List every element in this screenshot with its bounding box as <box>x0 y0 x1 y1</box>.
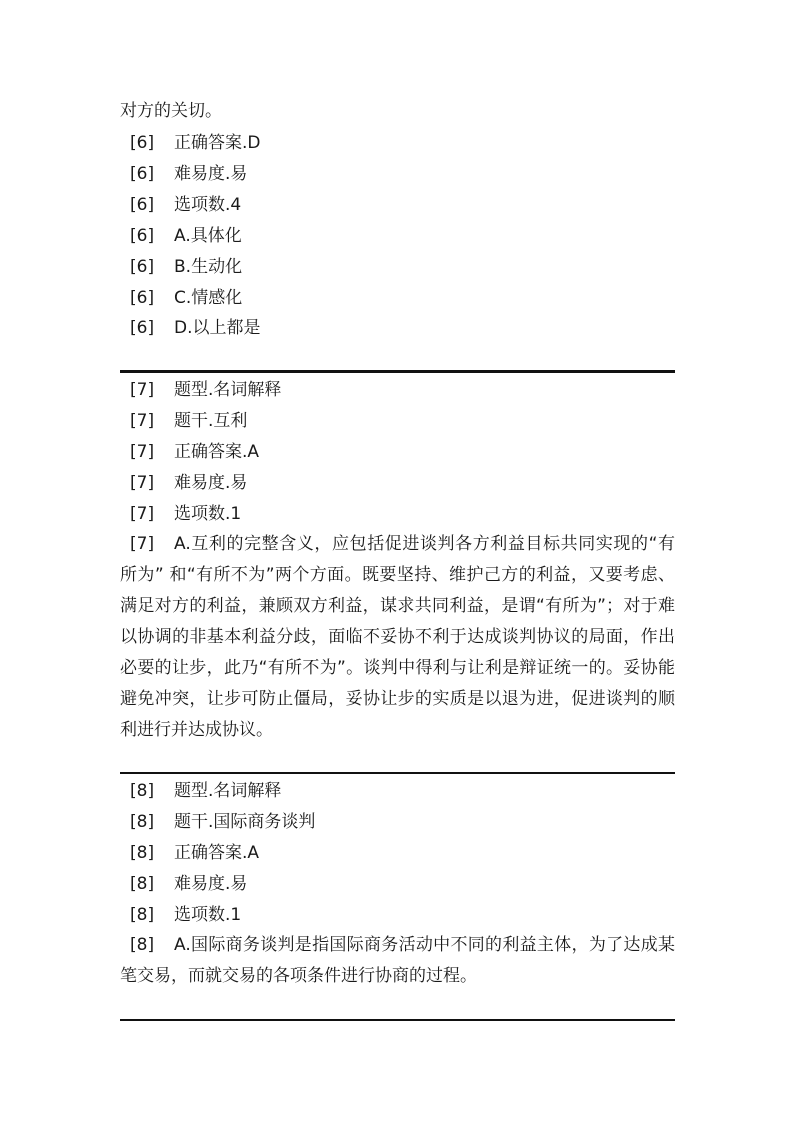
separator-rule <box>120 1019 675 1021</box>
q7-option-count: 选项数.1 <box>174 504 242 524</box>
q7-tag: [7] <box>130 411 155 431</box>
q7-tag: [7] <box>130 534 155 554</box>
separator-rule <box>120 370 675 373</box>
q6-line-difficulty <box>130 164 247 184</box>
q6-line-option-d <box>130 318 261 338</box>
q6-line-option-b <box>130 257 242 277</box>
q8-line-option-count <box>130 905 241 925</box>
q7-tag: [7] <box>130 473 155 493</box>
q8-stem: 题干.国际商务谈判 <box>174 812 316 832</box>
separator-rule <box>120 772 675 774</box>
q6-tag: [6] <box>130 257 155 277</box>
q7-explanation <box>120 529 675 746</box>
q8-answer: 正确答案.A <box>174 843 260 863</box>
q6-tag: [6] <box>130 288 155 308</box>
q8-difficulty: 难易度.易 <box>174 874 248 894</box>
q8-tag: [8] <box>130 905 155 925</box>
q6-option-d: D.以上都是 <box>174 318 261 338</box>
q8-option-count: 选项数.1 <box>174 905 242 925</box>
q6-option-c: C.情感化 <box>174 288 243 308</box>
q7-answer: 正确答案.A <box>174 442 260 462</box>
q7-type: 题型.名词解释 <box>174 380 282 400</box>
q8-line-difficulty <box>130 874 247 894</box>
q6-option-a: A.具体化 <box>174 226 242 246</box>
q6-tag: [6] <box>130 164 155 184</box>
q7-tag: [7] <box>130 442 155 462</box>
q6-option-b: B.生动化 <box>174 257 243 277</box>
q8-explanation-text: A.国际商务谈判是指国际商务活动中不同的利益主体，为了达成某笔交易，而就交易的各项条件进行协商的过程。 <box>120 935 675 986</box>
q8-tag: [8] <box>130 874 155 894</box>
q8-line-stem <box>130 812 315 832</box>
q7-line-option-count <box>130 504 241 524</box>
q7-difficulty: 难易度.易 <box>174 473 248 493</box>
q6-line-option-a <box>130 226 242 246</box>
q6-tag: [6] <box>130 226 155 246</box>
q8-explanation <box>120 930 675 992</box>
q8-tag: [8] <box>130 935 155 955</box>
q6-difficulty: 难易度.易 <box>174 164 248 184</box>
q8-type: 题型.名词解释 <box>174 781 282 801</box>
q8-tag: [8] <box>130 843 155 863</box>
q7-explanation-text: A.互利的完整含义，应包括促进谈判各方利益目标共同实现的“有所为” 和“有所不为”两个方面。既要坚持、维护己方的利益，又要考虑、满足对方的利益，兼顾双方利益，谋求共同利益，是谓“有所为”；对于难以协调的非基本利益分歧，面临不妥协不利于达成谈判协议的局面，作出必要的让步，此乃“有所不为”。谈判中得利与让利是辩证统一的。妥协能避免冲突，让步可防止僵局，妥协让步的实质是以退为进，促进谈判的顺利进行并达成协议。 <box>120 534 675 740</box>
q6-answer: 正确答案.D <box>174 133 261 153</box>
q6-line-option-c <box>130 288 242 308</box>
q8-line-type <box>130 781 281 801</box>
q7-line-type <box>130 380 281 400</box>
q8-tag: [8] <box>130 812 155 832</box>
q6-tag: [6] <box>130 133 155 153</box>
q7-tag: [7] <box>130 504 155 524</box>
q8-line-answer <box>130 843 259 863</box>
q6-line-option-count <box>130 195 241 215</box>
q7-line-difficulty <box>130 473 247 493</box>
intro-text: 对方的关切。 <box>120 101 222 121</box>
q6-tag: [6] <box>130 195 155 215</box>
q7-stem: 题干.互利 <box>174 411 248 431</box>
q8-tag: [8] <box>130 781 155 801</box>
q6-line-answer <box>130 133 261 153</box>
q7-line-answer <box>130 442 259 462</box>
q6-tag: [6] <box>130 318 155 338</box>
q6-option-count: 选项数.4 <box>174 195 242 215</box>
q7-tag: [7] <box>130 380 155 400</box>
q7-line-stem <box>130 411 247 431</box>
